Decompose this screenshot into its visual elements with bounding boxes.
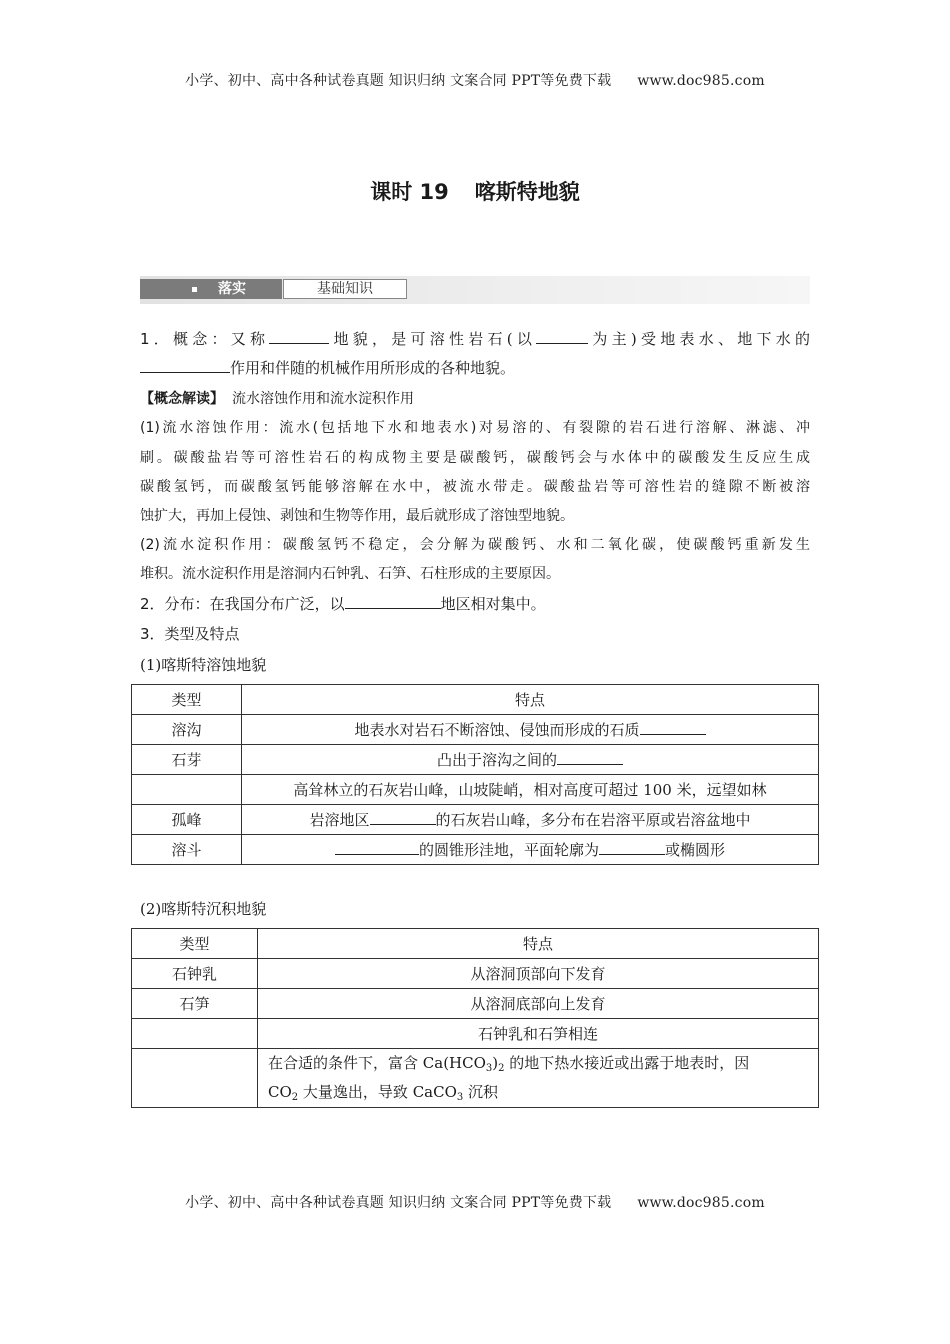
concept-line-2 [140,358,810,378]
interp-line-4: 蚀扩大，再加上侵蚀、剥蚀和生物等作用，最后就形成了溶蚀型地貌。 [140,508,574,524]
blank-answer[interactable] [640,720,706,735]
table-header-row [132,685,819,715]
table-row [132,1019,819,1049]
page-header [0,70,950,90]
blank-main-rock[interactable] [536,329,588,344]
subscript: 3 [485,1063,493,1074]
table-row [132,959,819,989]
interp-label: 【概念解读】 [140,391,224,407]
blank-answer[interactable] [599,840,665,855]
dissolution-landform-table [131,684,819,865]
type-cell: 石笋 [132,989,258,1019]
feature-cell: 石钟乳和石笋相连 [258,1019,819,1049]
table2-title: (2)喀斯特沉积地貌 [140,900,267,918]
types-number: 3． [140,625,165,643]
interp-title: 流水溶蚀作用和流水淀积作用 [232,391,414,407]
concept-text-d: 作用和伴随的机械作用所形成的各种地貌。 [230,359,516,377]
types-label: 类型及特点 [164,625,240,643]
table-row [132,1049,819,1108]
deposition-landform-table [131,928,819,1108]
header-cell-type: 类型 [132,685,242,715]
table-row [132,805,819,835]
banner-dark-label: 落实 [218,281,246,297]
feature-text: 沉积 [463,1083,499,1101]
feature-cell [242,805,819,835]
banner-dark-tab [140,279,282,299]
distribution-line [140,594,810,614]
concept-line-1 [140,329,810,349]
footer-text: 小学、初中、高中各种试卷真题 知识归纳 文案合同 PPT等免费下载 [185,1195,612,1211]
feature-cell [242,835,819,865]
table-row [132,989,819,1019]
blank-region[interactable] [345,594,441,609]
type-cell: 石钟乳 [132,959,258,989]
banner-light-tab: 基础知识 [283,279,407,299]
feature-cell: 从溶洞底部向上发育 [258,989,819,1019]
distribution-text-a: 在我国分布广泛，以 [209,595,345,613]
subscript: 3 [456,1092,464,1103]
feature-cell: 从溶洞顶部向下发育 [258,959,819,989]
concept-text-c: 为主)受地表水、地下水的 [588,330,810,348]
feature-text: ) [492,1054,499,1072]
feature-text: 在合适的条件下，富含 Ca(HCO [268,1054,486,1072]
feature-text-a: 的圆锥形洼地，平面轮廓为 [418,841,599,859]
blank-answer[interactable] [370,810,436,825]
feature-text: 凸出于溶沟之间的 [436,751,557,769]
header-cell-feature: 特点 [242,685,819,715]
feature-text: CO [268,1083,292,1101]
interp-line-5: (2)流水淀积作用：碳酸氢钙不稳定，会分解为碳酸钙、水和二氧化碳，使碳酸钙重新发生 [140,537,810,553]
interp-line-3: 碳酸氢钙，而碳酸氢钙能够溶解在水中，被流水带走。碳酸盐岩等可溶性岩的缝隙不断被溶 [140,479,810,495]
type-cell: 溶斗 [132,835,242,865]
feature-cell [258,1049,819,1108]
feature-text-b: 的石灰岩山峰，多分布在岩溶平原或岩溶盆地中 [435,811,751,829]
header-cell-type: 类型 [132,929,258,959]
table-row [132,835,819,865]
feature-text: 的地下热水接近或出露于地表时，因 [504,1054,750,1072]
subscript: 2 [291,1092,299,1103]
footer-url[interactable]: www.doc985.com [637,1195,765,1211]
feature-cell [242,715,819,745]
feature-cell [242,745,819,775]
interp-line-2: 刷。碳酸盐岩等可溶性岩石的构成物主要是碳酸钙，碳酸钙会与水体中的碳酸发生反应生成 [140,450,810,466]
concept-number: 1． [140,330,174,348]
type-cell: 溶沟 [132,715,242,745]
table-row [132,715,819,745]
concept-label: 概念： [173,330,231,348]
distribution-number: 2． [140,595,165,613]
distribution-text-b: 地区相对集中。 [440,595,546,613]
type-cell-empty[interactable] [132,775,242,805]
table-row [132,775,819,805]
feature-text: 地表水对岩石不断溶蚀、侵蚀而形成的石质 [354,721,640,739]
interp-heading [140,389,810,409]
distribution-label: 分布： [164,595,210,613]
interp-line-1: (1)流水溶蚀作用：流水(包括地下水和地表水)对易溶的、有裂隙的岩石进行溶解、淋滤、冲 [140,420,810,436]
type-cell-empty[interactable] [132,1049,258,1108]
table1-title: (1)喀斯特溶蚀地貌 [140,656,267,674]
square-bullet-icon [192,287,197,292]
feature-cell: 高耸林立的石灰岩山峰，山坡陡峭，相对高度可超过 100 米，远望如林 [242,775,819,805]
blank-answer[interactable] [335,840,419,855]
blank-answer[interactable] [557,750,623,765]
title-text: 喀斯特地貌 [474,180,580,204]
table-header-row [132,929,819,959]
concept-text-b: 地貌，是可溶性岩石(以 [329,330,537,348]
types-heading [140,624,810,644]
type-cell: 石芽 [132,745,242,775]
type-cell: 孤峰 [132,805,242,835]
type-cell-empty[interactable] [132,1019,258,1049]
section-banner [140,276,810,304]
feature-text-b: 或椭圆形 [665,841,726,859]
feature-line-2 [268,1078,810,1107]
interp-line-6: 堆积。流水淀积作用是溶洞内石钟乳、石笋、石柱形成的主要原因。 [140,566,560,582]
header-url[interactable]: www.doc985.com [637,73,765,89]
feature-text: 大量逸出，导致 CaCO [298,1083,457,1101]
blank-action[interactable] [140,358,230,373]
page-footer [0,1192,950,1212]
blank-karst-name[interactable] [269,329,329,344]
title-lesson-number: 课时 19 [370,180,449,204]
table-row [132,745,819,775]
header-cell-feature: 特点 [258,929,819,959]
header-text: 小学、初中、高中各种试卷真题 知识归纳 文案合同 PPT等免费下载 [185,73,612,89]
subscript: 2 [498,1063,505,1074]
page-title [0,176,950,206]
feature-text-a: 岩溶地区 [309,811,370,829]
feature-line-1 [268,1049,810,1078]
concept-text-a: 又称 [230,330,270,348]
